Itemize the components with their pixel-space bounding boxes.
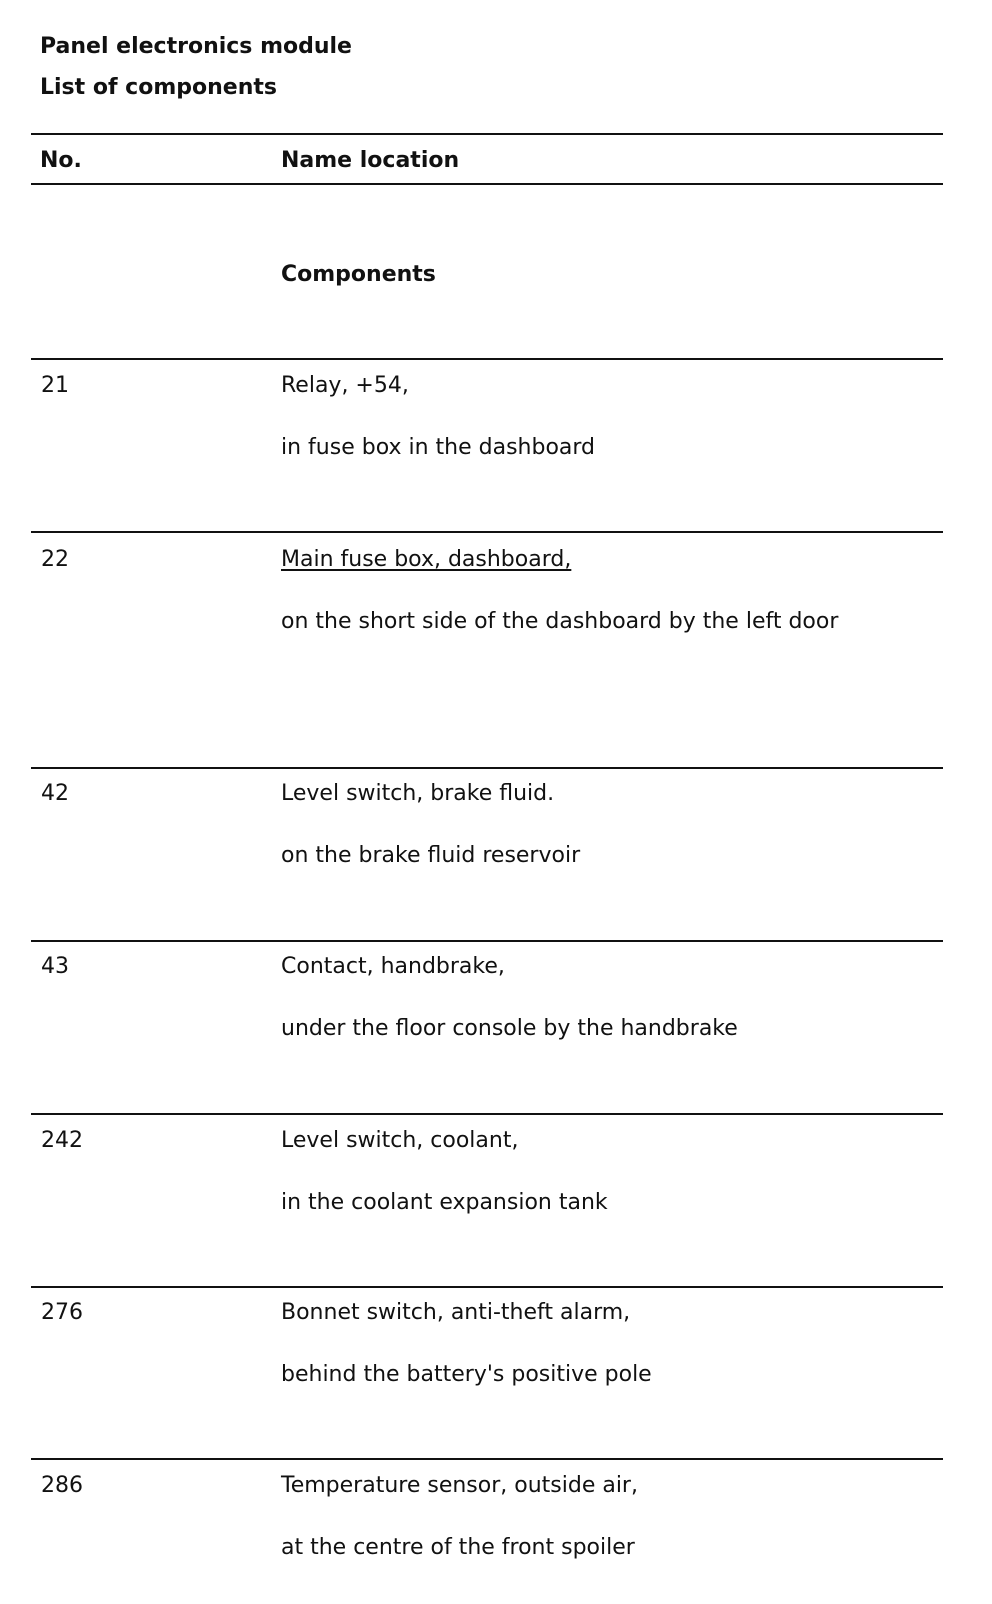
row-number: 242 (41, 1128, 83, 1153)
row-component-location: on the short side of the dashboard by the left door (281, 609, 839, 634)
row-number: 43 (41, 954, 69, 979)
column-header-name-location: Name location (281, 148, 460, 173)
row-divider (31, 358, 943, 360)
row-component-location: on the brake fluid reservoir (281, 843, 581, 868)
row-divider (31, 1113, 943, 1115)
row-component-location: in fuse box in the dashboard (281, 435, 596, 460)
header-bottom-rule (31, 183, 943, 185)
row-component-location: behind the battery's positive pole (281, 1362, 652, 1387)
row-number: 286 (41, 1473, 83, 1498)
row-divider (31, 1286, 943, 1288)
row-divider (31, 767, 943, 769)
row-component-name: Level switch, coolant, (281, 1128, 519, 1153)
row-number: 21 (41, 373, 69, 398)
row-component-name: Level switch, brake fluid. (281, 781, 555, 806)
row-number: 276 (41, 1300, 83, 1325)
row-divider (31, 531, 943, 533)
row-divider (31, 940, 943, 942)
section-label-components: Components (281, 262, 436, 287)
row-component-location: at the centre of the front spoiler (281, 1535, 635, 1560)
column-header-no: No. (40, 148, 82, 173)
row-divider (31, 1458, 943, 1460)
row-component-name-link[interactable]: Main fuse box, dashboard, (281, 547, 572, 572)
document-subtitle: List of components (40, 75, 277, 100)
row-component-name: Contact, handbrake, (281, 954, 505, 979)
row-component-name: Relay, +54, (281, 373, 409, 398)
row-component-location: under the floor console by the handbrake (281, 1016, 738, 1041)
row-number: 42 (41, 781, 69, 806)
row-number: 22 (41, 547, 69, 572)
header-top-rule (31, 133, 943, 135)
row-component-name: Bonnet switch, anti-theft alarm, (281, 1300, 631, 1325)
row-component-name: Temperature sensor, outside air, (281, 1473, 638, 1498)
document-title: Panel electronics module (40, 34, 352, 59)
row-component-location: in the coolant expansion tank (281, 1190, 608, 1215)
